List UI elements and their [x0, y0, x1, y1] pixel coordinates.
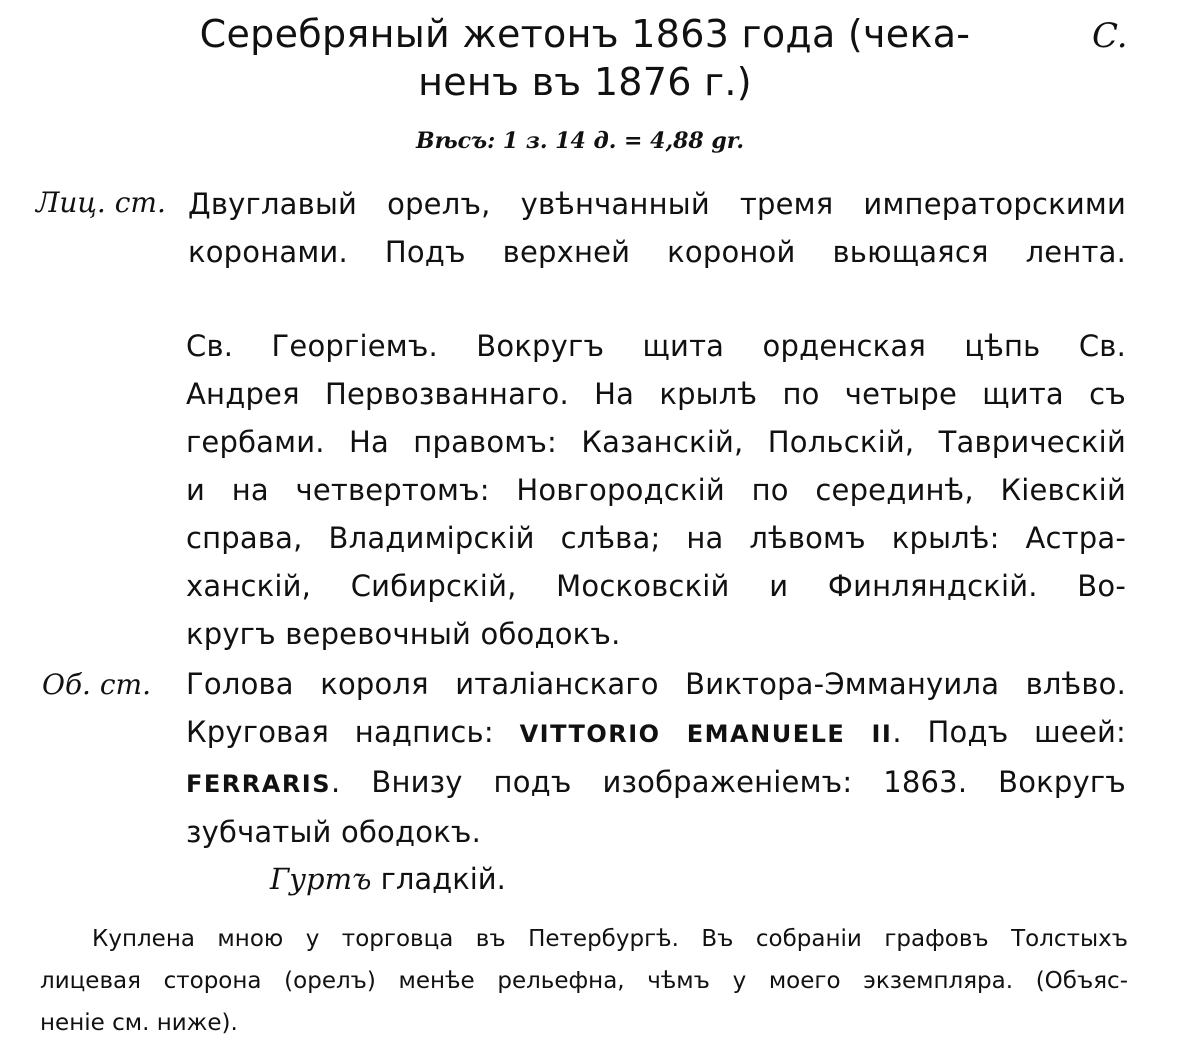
- note-line-2: лицевая сторона (орелъ) менѣе рельефна, чѣмъ у моего экземпляра. (Объяс-: [40, 968, 1128, 994]
- obverse-line-1: Двуглавый орелъ, увѣнчанный тремя императорскими: [188, 187, 1126, 221]
- coin-legend: VITTORIO EMANUELE II: [519, 720, 893, 748]
- weight-line: Вѣсъ: 1 з. 14 д. = 4,88 gr.: [415, 128, 745, 154]
- reverse-line-4: зубчатый ободокъ.: [186, 815, 482, 849]
- title-line-1: Серебряный жетонъ 1863 года (чека-: [199, 12, 971, 56]
- continuation-line-5: справа, Владимірскій слѣва; на лѣвомъ крылѣ: Астра-: [186, 521, 1126, 555]
- continuation-line-3: гербами. На правомъ: Казанскій, Польскій, Таврическій: [186, 425, 1126, 459]
- note-line-3: неніе см. ниже).: [40, 1010, 238, 1036]
- reverse-label: Об. ст.: [42, 668, 151, 701]
- continuation-line-4: и на четвертомъ: Новгородскій по серединѣ, Кіевскій: [186, 473, 1126, 507]
- edge-label: Гуртъ: [270, 862, 372, 896]
- obverse-label: Лиц. ст.: [36, 186, 166, 219]
- reverse-line-3-text: . Внизу подъ изображеніемъ: 1863. Вокругъ: [331, 765, 1126, 799]
- note-line-1: Куплена мною у торговца въ Петербургѣ. Въ собраніи графовъ Толстыхъ: [92, 926, 1128, 952]
- provenance-note: [40, 918, 1128, 1044]
- continuation-line-6: ханскій, Сибирскій, Московскій и Финляндскій. Во-: [186, 569, 1126, 603]
- continuation-line-1: Св. Георгіемъ. Вокругъ щита орденская цѣпь Св.: [186, 329, 1126, 363]
- obverse-paragraph: [188, 180, 1126, 276]
- reverse-line-1: Голова короля италіанскаго Виктора-Эммануила влѣво.: [186, 667, 1126, 701]
- reverse-line-2: [186, 708, 1126, 758]
- page-title: [140, 10, 1030, 106]
- title-line-2: ненъ въ 1876 г.): [418, 60, 752, 104]
- reverse-paragraph: [186, 660, 1126, 856]
- obverse-continuation: [186, 322, 1126, 658]
- edge-line: [270, 862, 506, 896]
- edge-text: гладкій.: [371, 862, 506, 896]
- corner-mark: C.: [1092, 16, 1128, 56]
- obverse-line-2: коронами. Подъ верхней короной вьющаяся лента.: [188, 235, 1126, 269]
- legend-outro: . Подъ шеей:: [892, 715, 1127, 749]
- engraver-signature: FERRARIS: [186, 770, 332, 798]
- continuation-line-7: кругъ веревочный ободокъ.: [186, 617, 621, 651]
- reverse-line-3: [186, 758, 1126, 808]
- continuation-line-2: Андрея Первозваннаго. На крылѣ по четыре щита съ: [186, 377, 1126, 411]
- legend-intro: Круговая надпись:: [186, 715, 520, 749]
